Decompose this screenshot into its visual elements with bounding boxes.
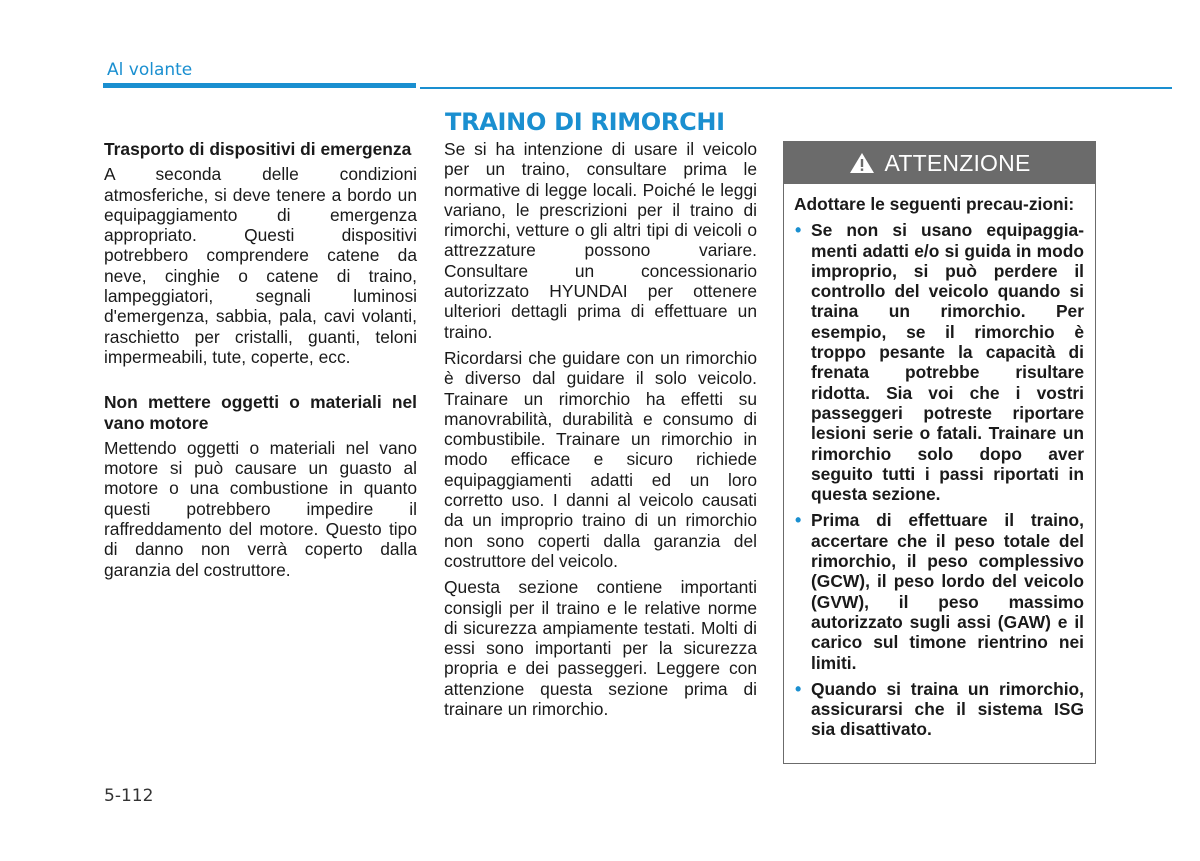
warning-triangle-icon: [849, 152, 875, 174]
warning-item: [794, 679, 1084, 740]
page-number: 5-112: [104, 786, 154, 806]
bullet-icon: •: [795, 220, 802, 241]
bullet-icon: •: [795, 678, 802, 699]
page-title: TRAINO DI RIMORCHI: [445, 108, 725, 136]
warning-item: [794, 220, 1084, 504]
left-column: [104, 139, 417, 580]
emergency-equipment-body: A seconda delle condizioni atmosferiche, si deve tenere a bordo un equipaggiamento di emergenza appropriato. Questi dispositivi potrebbero comprendere catene da neve, cinghie o catene di traino, lampeggiatori, segnali luminosi d'emergenza, sabbia, pala, cavi volanti, raschietto per cristalli, guanti, teloni impermeabili, tute, coperte, ecc.: [104, 164, 417, 367]
header-rule-thin: [420, 87, 1172, 89]
warning-title: ATTENZIONE: [884, 149, 1031, 176]
warning-item-text: Se non si usano equipaggia-menti adatti e/o si guida in modo improprio, si può perdere il controllo del veicolo quando si traina un rimorchio. Per esempio, se il rimorchio è troppo pesante la capacità di frenata potrebbe risultare ridotta. Sia voi che i vostri passeggeri potreste riportare lesioni serie o fatali. Trainare un rimorchio solo dopo aver seguito tutti i passi riportati in questa sezione.: [811, 220, 1084, 505]
warning-body: [784, 184, 1095, 740]
towing-paragraph-3: Questa sezione contiene importanti consigli per il traino e le relative norme di sicurezza ampiamente testati. Molti di essi sono importanti per la sicurezza propria e dei passeggeri. Leggere con attenzione questa sezione prima di trainare un rimorchio.: [444, 577, 757, 720]
warning-item-text: Prima di effettuare il traino, accertare che il peso totale del rimorchio, il peso complessivo (GCW), il peso lordo del veicolo (GVW), il peso massimo autorizzato sugli assi (GAW) e il carico sul timone rientrino nei limiti.: [811, 510, 1084, 673]
middle-column: [444, 139, 757, 719]
header-rule-thick: [103, 83, 416, 88]
bullet-icon: •: [795, 510, 802, 531]
warning-list: [794, 220, 1084, 739]
engine-bay-body: Mettendo oggetti o materiali nel vano motore si può causare un guasto al motore o una combustione in quanto questi potrebbero impedire il raffreddamento del motore. Questo tipo di danno non verrà coperto dalla garanzia del costruttore.: [104, 437, 417, 580]
warning-intro: Adottare le seguenti precau-zioni:: [794, 194, 1075, 214]
warning-box: [783, 141, 1096, 764]
warning-item: [794, 510, 1084, 672]
towing-paragraph-2: Ricordarsi che guidare con un rimorchio è diverso dal guidare il solo veicolo. Trainare un rimorchio ha effetti su manovrabilità, durabilità e consumo di combustibile. Trainare un rimorchio in modo efficace e sicuro richiede equipaggiamenti adatti ed un loro corretto uso. I danni al veicolo causati da un improprio traino di un rimorchio non sono coperti dalla garanzia del costruttore del veicolo.: [444, 347, 757, 571]
warning-item-text: Quando si traina un rimorchio, assicurarsi che il sistema ISG sia disattivato.: [811, 678, 1084, 740]
warning-header: [784, 142, 1095, 184]
engine-bay-heading: Non mettere oggetti o materiali nel vano motore: [104, 392, 417, 433]
emergency-equipment-heading: Trasporto di dispositivi di emergenza: [104, 139, 412, 159]
towing-paragraph-1: Se si ha intenzione di usare il veicolo per un traino, consultare prima le normative di legge locali. Poiché le leggi variano, le prescrizioni per il traino di rimorchi, vetture o gli altri tipi di veicoli o attrezzature possono variare. Consultare un concessionario autorizzato HYUNDAI per ottenere ulteriori dettagli prima di effettuare un traino.: [444, 139, 757, 342]
section-label: Al volante: [107, 60, 193, 80]
